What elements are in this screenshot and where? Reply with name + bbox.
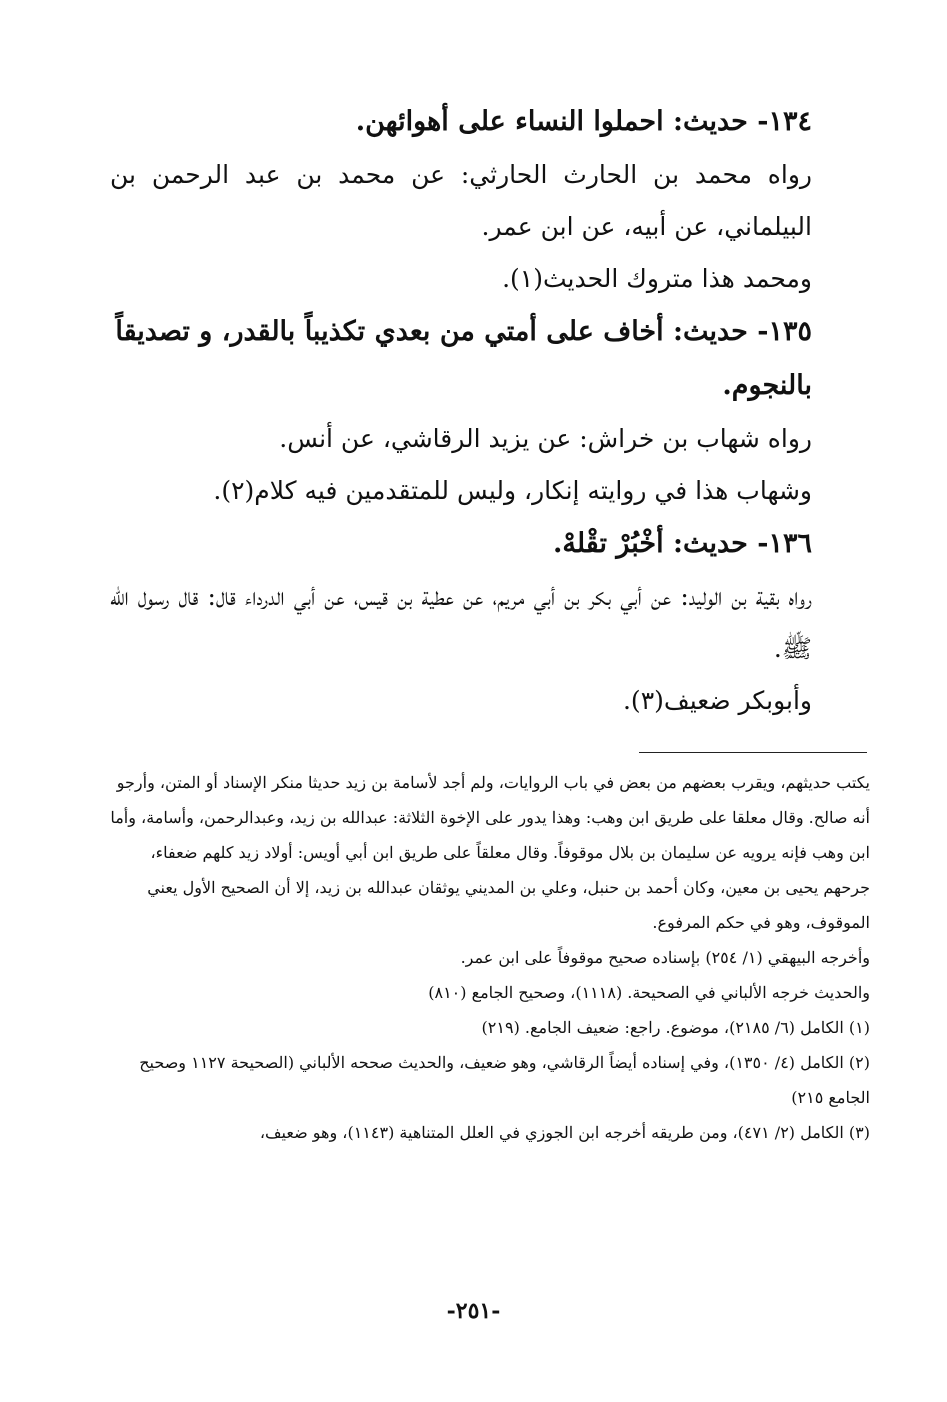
- hadith-134-heading: ١٣٤- حديث: احملوا النساء على أهوائهن.: [355, 106, 812, 137]
- hadith-135-narration: رواه شهاب بن خراش: عن يزيد الرقاشي، عن أنس.: [279, 424, 812, 453]
- footnote-albani: والحديث خرجه الألباني في الصحيحة. (١١١٨)، وصحيح الجامع (٨١٠): [428, 983, 870, 1002]
- hadith-136-heading: ١٣٦- حديث: أخْبُرْ تقْلهْ.: [552, 528, 812, 559]
- footnote-2: (٢) الكامل (٤/ ١٣٥٠)، وفي إسناده أيضاً الرقاشي، وهو ضعيف، والحديث صححه الألباني (الصحيحة ١١٢٧ وصحيح الجامع ٢١٥): [139, 1053, 870, 1107]
- page-number: -٢٥١-: [446, 1298, 501, 1324]
- footnote-3: (٣) الكامل (٢/ ٤٧١)، ومن طريقه أخرجه ابن الجوزي في العلل المتناهية (١١٤٣)، وهو ضعيف،: [259, 1123, 870, 1142]
- footnote-1: (١) الكامل (٦/ ٢١٨٥)، موضوع. راجع: ضعيف الجامع. (٢١٩): [481, 1018, 870, 1037]
- main-text: [110, 95, 870, 727]
- hadith-136-grading: وأبوبكر ضعيف(٣).: [622, 686, 812, 715]
- hadith-136-narration: رواه بقية بن الوليد: عن أبي بكر بن أبي مريم، عن عطية بن قيس، عن أبي الدرداء قال: قال رسول الله ﷺ.: [110, 582, 812, 663]
- hadith-134-grading: ومحمد هذا متروك الحديث(١).: [502, 264, 812, 293]
- hadith-135-heading: ١٣٥- حديث: أخاف على أمتي من بعدي تكذيباً بالقدر، و تصديقاً بالنجوم.: [115, 316, 812, 401]
- footnote-bayhaqi: وأخرجه البيهقي (١/ ٢٥٤) بإسناده صحيح موقوفاً على ابن عمر.: [460, 948, 870, 967]
- footnotes: [110, 765, 870, 1150]
- footnote-separator: [639, 752, 867, 753]
- hadith-134-narration: رواه محمد بن الحارث الحارثي: عن محمد بن عبد الرحمن بن البيلماني، عن أبيه، عن ابن عمر.: [110, 160, 812, 241]
- hadith-135-grading: وشهاب هذا في روايته إنكار، وليس للمتقدمين فيه كلام(٢).: [213, 476, 812, 505]
- footnote-continuation: يكتب حديثهم، ويقرب بعضهم من بعض في باب الروايات، ولم أجد لأسامة بن زيد حديثا منكر الإسناد أو المتن، وأرجو أنه صالح. وقال معلقا على طريق ابن وهب: وهذا يدور على الإخوة الثلاثة: عبدالله بن زيد، وعبدالرحمن، وأسامة، وأما ابن وهب فإنه يرويه عن سليمان بن بلال موقوفاً. وقال معلقاً على طريق ابن أبي أويس: أولاد زيد كلهم ضعفاء، جرحهم يحيى بن معين، وكان أحمد بن حنبل، وعلي بن المديني يوثقان عبدالله بن زيد، إلا أن الصحيح الأول يعني الموقوف، وهو في حكم المرفوع.: [110, 773, 870, 932]
